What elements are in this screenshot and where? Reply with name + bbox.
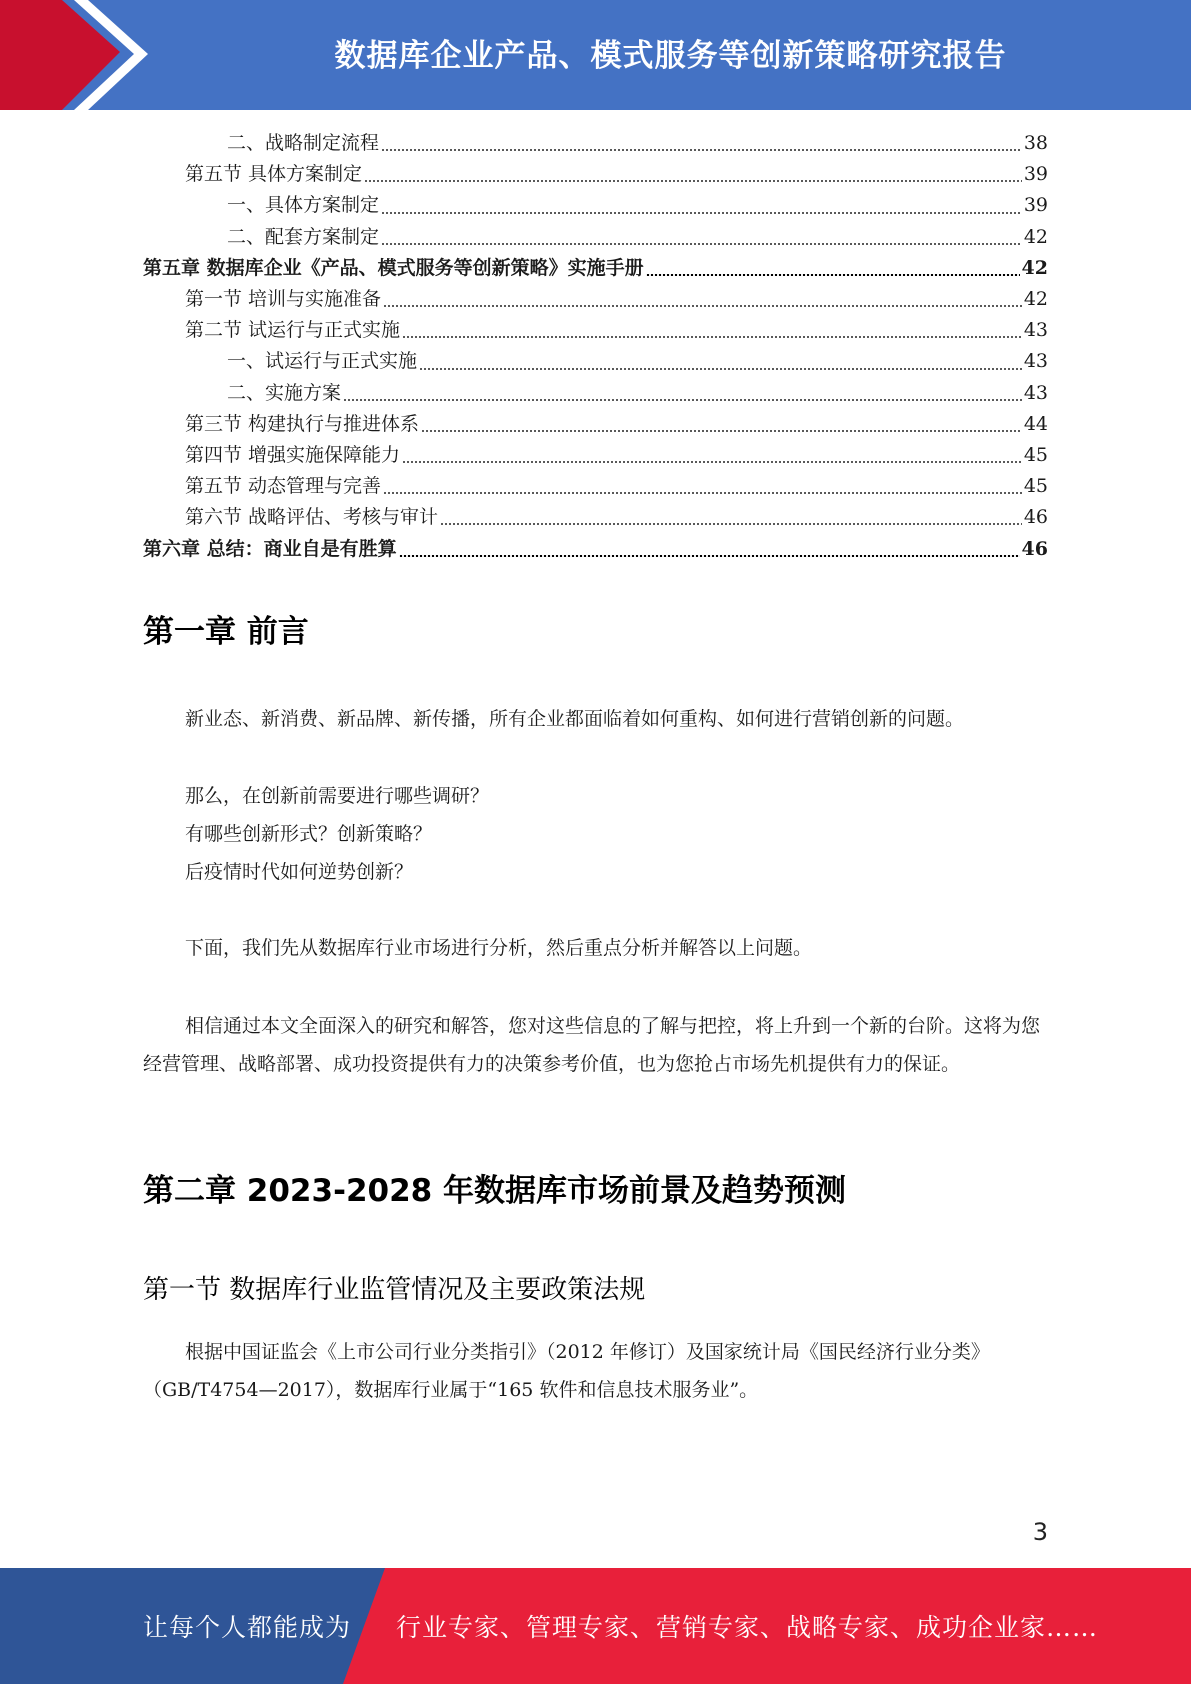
paragraph: 根据中国证监会《上市公司行业分类指引》（2012 年修订）及国家统计局《国民经济行业分类》（GB/T4754—2017），数据库行业属于“165 软件和信息技术服务业”。	[143, 1341, 990, 1401]
toc-entry-title: 第一节 培训与实施准备	[185, 288, 382, 311]
toc-dot-leader	[383, 305, 1022, 307]
toc-entry-page: 46	[1021, 537, 1048, 560]
toc-entry-title: 第三节 构建执行与推进体系	[185, 412, 420, 435]
chapter-heading: 第二章 2023-2028 年数据库市场前景及趋势预测	[143, 1173, 847, 1209]
toc-dot-leader	[364, 180, 1022, 182]
toc-dot-leader	[343, 399, 1022, 401]
toc-entry-page: 45	[1023, 443, 1048, 466]
toc-entry[interactable]	[143, 253, 1048, 284]
page-footer	[0, 1568, 1191, 1684]
toc-entry-page: 39	[1023, 194, 1048, 217]
toc-entry-title: 第五节 动态管理与完善	[185, 475, 382, 498]
toc-entry-title: 第四节 增强实施保障能力	[185, 443, 401, 466]
toc-dot-leader	[381, 243, 1022, 245]
toc-entry-page: 44	[1023, 412, 1048, 435]
toc-entry-title: 第五章 数据库企业《产品、模式服务等创新策略》实施手册	[143, 256, 644, 279]
chapter-heading: 第一章 前言	[143, 614, 309, 650]
paragraph: 后疫情时代如何逆势创新？	[185, 861, 414, 883]
report-title: 数据库企业产品、模式服务等创新策略研究报告	[334, 37, 1007, 74]
paragraph: 新业态、新消费、新品牌、新传播，所有企业都面临着如何重构、如何进行营销创新的问题。	[185, 708, 965, 730]
toc-entry-page: 43	[1023, 319, 1048, 342]
header-arrow-decoration	[0, 0, 150, 110]
toc-entry-title: 二、配套方案制定	[227, 225, 380, 248]
toc-entry-title: 一、具体方案制定	[227, 194, 380, 217]
toc-dot-leader	[419, 368, 1022, 370]
toc-entry-title: 第六章 总结：商业自是有胜算	[143, 537, 397, 560]
table-of-contents	[143, 128, 1048, 565]
toc-entry-title: 第二节 试运行与正式实施	[185, 319, 401, 342]
toc-entry-page: 42	[1023, 225, 1048, 248]
paragraph: 有哪些创新形式？创新策略？	[185, 823, 433, 845]
toc-dot-leader	[402, 336, 1022, 338]
paragraph: 相信通过本文全面深入的研究和解答，您对这些信息的了解与把控，将上升到一个新的台阶。这将为您经营管理、战略部署、成功投资提供有力的决策参考价值，也为您抢占市场先机提供有力的保证。	[143, 1015, 1041, 1075]
toc-entry[interactable]	[143, 502, 1048, 533]
toc-entry[interactable]	[143, 409, 1048, 440]
toc-dot-leader	[381, 149, 1022, 151]
toc-entry-title: 二、战略制定流程	[227, 132, 380, 155]
paragraph: 下面，我们先从数据库行业市场进行分析，然后重点分析并解答以上问题。	[185, 937, 813, 959]
toc-dot-leader	[421, 430, 1022, 432]
toc-entry[interactable]	[143, 533, 1048, 564]
toc-dot-leader	[399, 555, 1020, 557]
toc-entry-page: 38	[1023, 132, 1048, 155]
section-heading: 第一节 数据库行业监管情况及主要政策法规	[143, 1275, 646, 1305]
toc-dot-leader	[440, 523, 1022, 525]
toc-entry-page: 42	[1021, 256, 1048, 279]
toc-entry[interactable]	[143, 378, 1048, 409]
toc-entry[interactable]	[143, 471, 1048, 502]
toc-dot-leader	[402, 461, 1022, 463]
toc-dot-leader	[381, 212, 1022, 214]
toc-entry-page: 46	[1023, 506, 1048, 529]
toc-entry-page: 42	[1023, 288, 1048, 311]
toc-entry-title: 二、实施方案	[227, 381, 342, 404]
toc-entry-page: 43	[1023, 350, 1048, 373]
toc-entry[interactable]	[143, 315, 1048, 346]
toc-entry-title: 一、试运行与正式实施	[227, 350, 418, 373]
toc-dot-leader	[383, 492, 1022, 494]
footer-slogan-left: 让每个人都能成为	[143, 1613, 352, 1642]
toc-dot-leader	[646, 274, 1020, 276]
toc-entry[interactable]	[143, 222, 1048, 253]
toc-entry-page: 39	[1023, 163, 1048, 186]
page-number: 3	[1032, 1518, 1048, 1546]
toc-entry[interactable]	[143, 190, 1048, 221]
toc-entry[interactable]	[143, 284, 1048, 315]
page-header	[0, 0, 1191, 110]
toc-entry[interactable]	[143, 346, 1048, 377]
toc-entry[interactable]	[143, 440, 1048, 471]
toc-entry[interactable]	[143, 128, 1048, 159]
toc-entry-title: 第五节 具体方案制定	[185, 163, 363, 186]
toc-entry-page: 43	[1023, 381, 1048, 404]
footer-slogan-right: 行业专家、管理专家、营销专家、战略专家、成功企业家……	[396, 1613, 1099, 1642]
toc-entry[interactable]	[143, 159, 1048, 190]
toc-entry-title: 第六节 战略评估、考核与审计	[185, 506, 439, 529]
paragraph: 那么，在创新前需要进行哪些调研？	[185, 785, 490, 807]
toc-entry-page: 45	[1023, 475, 1048, 498]
